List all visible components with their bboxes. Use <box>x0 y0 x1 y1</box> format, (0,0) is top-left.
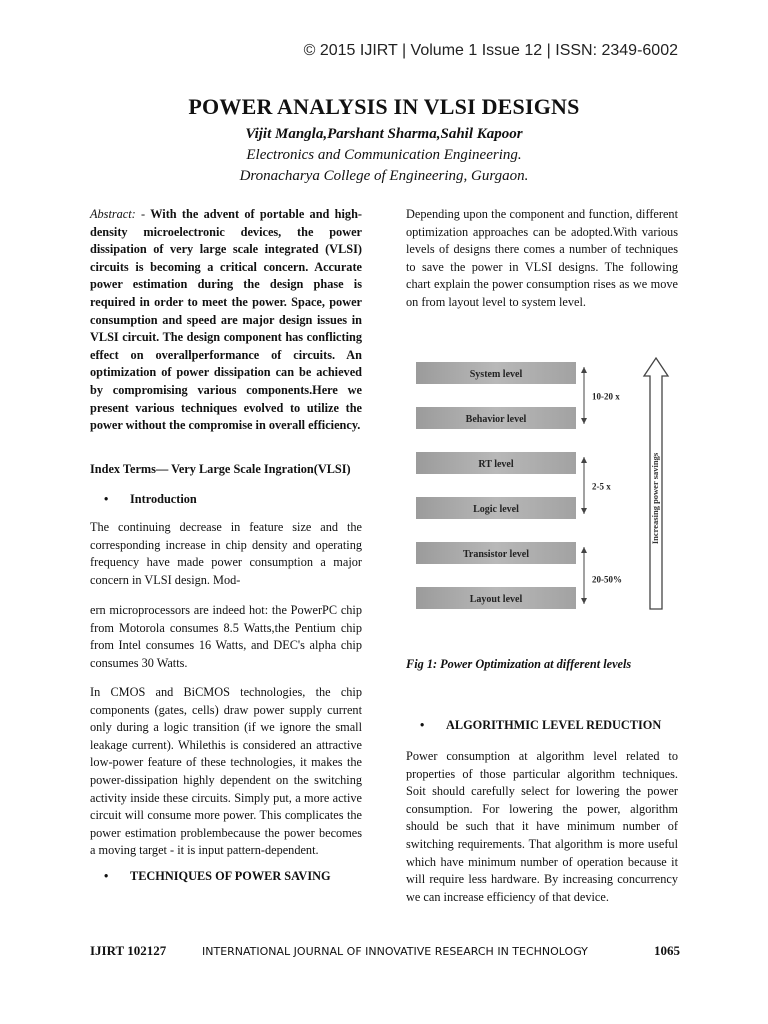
index-terms: Index Terms— Very Large Scale Ingration(VLSI) <box>90 462 351 476</box>
level-bar <box>416 362 576 384</box>
figure-caption: Fig 1: Power Optimization at different levels <box>406 657 632 671</box>
section-heading-text: Introduction <box>130 492 197 506</box>
paragraph: Depending upon the component and function, different optimization approaches can be adopted.With various levels of designs there comes a number of techniques to save the power in VLSI designs. The following chart explain the power consumption rises as we move on from layout level to system level. <box>406 207 678 309</box>
arrow-label: Increasing power savings <box>649 452 660 545</box>
paragraph: ern microprocessors are indeed hot: the PowerPC chip from Motorola consumes 8.5 Watts,the Pentium chip from Intel consumes 16 Watts, and DEC's alpha chip consumes 30 Watts. <box>90 603 362 670</box>
level-bar <box>416 542 576 564</box>
savings-span <box>581 547 622 604</box>
level-label: Behavior level <box>465 414 527 425</box>
section-heading-techniques <box>90 868 362 886</box>
footer-journal-id: IJIRT 102127 <box>90 943 167 958</box>
level-bar <box>416 587 576 609</box>
level-label: Logic level <box>473 504 519 515</box>
abstract <box>90 206 362 435</box>
bullet-icon: • <box>420 718 425 732</box>
footer-page-number: 1065 <box>654 943 680 958</box>
paragraph: Power consumption at algorithm level related to properties of those particular algorithm techniques. Soit should carefully select for lowering the power consumption. For lowering the power, algorithm should be such that it have minimum number of switching requirements. That algorithm is more useful which have minimum number of operation because it will require less hardware. By increasing concurrency we can increase efficiency of that device. <box>406 749 678 904</box>
abstract-label: Abstract: - <box>90 207 146 221</box>
level-bar <box>416 497 576 519</box>
savings-span <box>581 367 620 424</box>
savings-label: 10-20 x <box>592 391 620 402</box>
level-label: RT level <box>478 459 514 470</box>
footer-journal-name: INTERNATIONAL JOURNAL OF INNOVATIVE RESEARCH IN TECHNOLOGY <box>202 945 588 958</box>
level-label: System level <box>469 369 523 380</box>
section-heading-algorithmic <box>406 717 678 735</box>
section-heading-introduction <box>90 491 362 509</box>
paragraph: In CMOS and BiCMOS technologies, the chip components (gates, cells) draw power supply current only during a logic transition (if we ignore the small leakage current). Whilethis is considered an attractive low-power feature of these technologies, it makes the power-dissipation highly dependent on the switching activity inside these circuits. Simply put, a more active circuit will consume more power. This complicates the power estimation problembecause the power becomes a moving target - it is input pattern-dependent. <box>90 685 362 858</box>
page-footer <box>90 943 680 963</box>
author-institution: Dronacharya College of Engineering, Gurgaon. <box>239 168 529 184</box>
level-label: Transistor level <box>462 549 530 560</box>
level-label: Layout level <box>469 594 523 605</box>
author-department: Electronics and Communication Engineering. <box>246 147 522 163</box>
savings-span <box>581 457 611 514</box>
bullet-icon: • <box>104 869 109 883</box>
level-bar <box>416 407 576 429</box>
abstract-text: With the advent of portable and high-density microelectronic devices, the power dissipation of very large scale integrated (VLSI) circuits is becoming a critical concern. Accurate power estimation during the design phase is required in order to meet the power. Space, power consumption and speed are major design issues in VLSI circuit. The design component has conflicting effect on overallperformance of circuits. An optimization of power dissipation can be achieved by compromising various components.Here we present various techniques evolved to utilize the power without the compromise in overall efficiency. <box>90 207 362 433</box>
section-heading-text: TECHNIQUES OF POWER SAVING <box>130 869 331 883</box>
paper-authors: Vijit Mangla,Parshant Sharma,Sahil Kapoor <box>245 126 523 142</box>
level-bar <box>416 452 576 474</box>
increasing-savings-arrow <box>644 358 668 609</box>
savings-label: 20-50% <box>592 574 622 585</box>
paragraph: The continuing decrease in feature size and the corresponding increase in chip density and operating frequency have made power consumption a major concern in VLSI design. Mod- <box>90 520 362 587</box>
power-levels-figure <box>406 348 682 618</box>
section-heading-text: ALGORITHMIC LEVEL REDUCTION <box>446 718 662 732</box>
journal-header: © 2015 IJIRT | Volume 1 Issue 12 | ISSN: 2349-6002 <box>303 42 678 59</box>
savings-label: 2-5 x <box>592 481 611 492</box>
paper-title: POWER ANALYSIS IN VLSI DESIGNS <box>188 94 580 119</box>
bullet-icon: • <box>104 492 109 506</box>
